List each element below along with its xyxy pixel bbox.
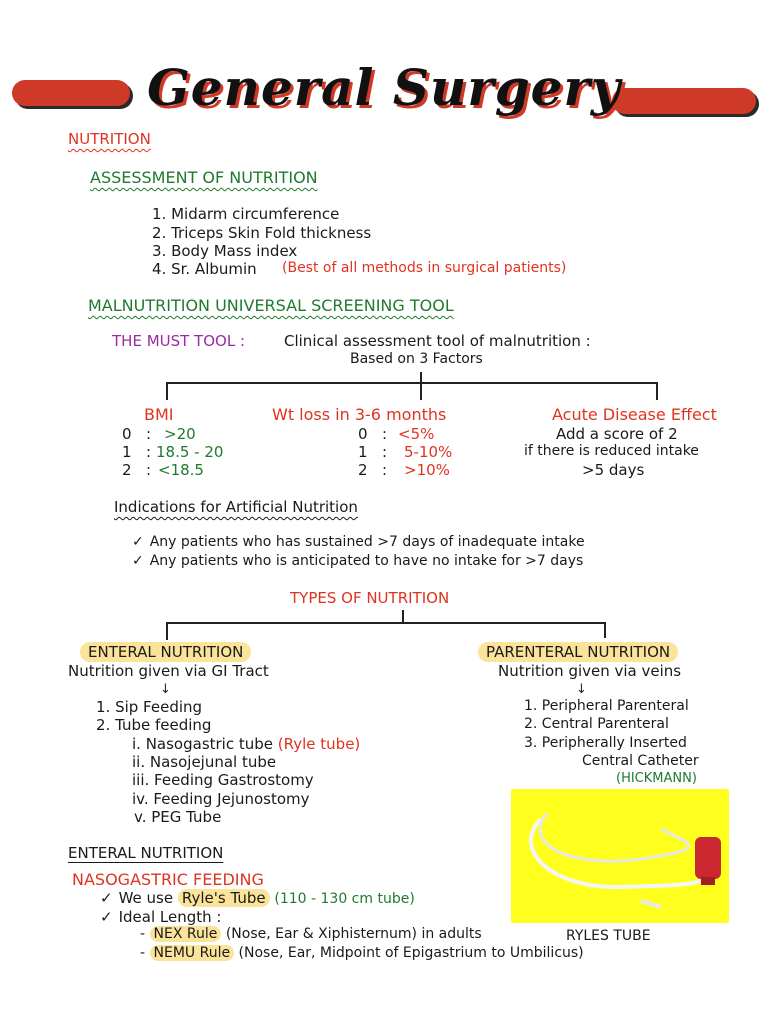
tube-size: (110 - 130 cm tube) <box>274 891 415 907</box>
nex-rule-line <box>140 926 482 942</box>
acute-line: >5 days <box>582 461 645 479</box>
wtloss-value: <5% <box>398 425 435 443</box>
enteral-subitem-note: (Ryle tube) <box>277 735 361 753</box>
check-icon: ✓ <box>132 553 144 569</box>
bmi-score: 1 <box>122 443 132 461</box>
must-tree-vertical-top <box>420 372 422 382</box>
enteral-section-heading: ENTERAL NUTRITION <box>68 844 224 862</box>
assessment-item: 3. Body Mass index <box>152 242 298 260</box>
enteral-subitem: iv. Feeding Jejunostomy <box>132 790 310 808</box>
wtloss-score: 0 <box>358 425 368 443</box>
bmi-score: 0 <box>122 425 132 443</box>
check-icon: ✓ <box>132 534 144 550</box>
assessment-heading: ASSESSMENT OF NUTRITION <box>90 168 318 187</box>
bmi-title: BMI <box>144 405 174 424</box>
acute-title: Acute Disease Effect <box>552 405 717 424</box>
bmi-score: 2 <box>122 461 132 479</box>
ryles-tube-label: Ryle's Tube <box>178 889 270 907</box>
enteral-subitem <box>132 735 360 753</box>
nemu-rule-label: NEMU Rule <box>150 945 235 961</box>
types-tree-horizontal <box>166 622 606 624</box>
nex-rule-desc: (Nose, Ear & Xiphisternum) in adults <box>225 926 482 942</box>
parenteral-note: (HICKMANN) <box>616 771 697 786</box>
types-heading: TYPES OF NUTRITION <box>290 589 450 607</box>
nasogastric-heading: NASOGASTRIC FEEDING <box>72 870 264 889</box>
bmi-value: <18.5 <box>158 461 204 479</box>
must-label: THE MUST TOOL : <box>112 332 246 350</box>
must-desc-line2: Based on 3 Factors <box>350 351 483 367</box>
assessment-item: 4. Sr. Albumin <box>152 260 257 278</box>
nex-rule-label: NEX Rule <box>150 926 222 942</box>
dash: - <box>140 945 146 961</box>
acute-line: Add a score of 2 <box>556 425 678 443</box>
must-tree-drop-right <box>656 382 658 400</box>
parenteral-title: PARENTERAL NUTRITION <box>478 642 678 662</box>
parenteral-item: 1. Peripheral Parenteral <box>524 698 689 714</box>
parenteral-arrow: ↓ <box>576 682 587 697</box>
nutrition-heading: NUTRITION <box>68 130 151 148</box>
ryles-tube-icon <box>511 789 729 923</box>
must-heading: MALNUTRITION UNIVERSAL SCREENING TOOL <box>88 296 454 315</box>
enteral-subitem-text: i. Nasogastric tube <box>132 735 274 753</box>
wtloss-sep: : <box>382 443 388 461</box>
parenteral-item: 2. Central Parenteral <box>524 716 669 732</box>
bmi-sep: : <box>146 461 152 479</box>
assessment-note: (Best of all methods in surgical patients) <box>282 260 567 276</box>
enteral-item: 2. Tube feeding <box>96 716 212 734</box>
types-tree-vertical <box>402 610 404 622</box>
parenteral-item: 3. Peripherally Inserted <box>524 735 687 751</box>
dash: - <box>140 926 146 942</box>
parenteral-item: Central Catheter <box>582 753 699 769</box>
check-icon: ✓ <box>100 889 113 907</box>
must-tree-drop-left <box>166 382 168 400</box>
wtloss-value: >10% <box>404 461 450 479</box>
enteral-arrow: ↓ <box>160 682 171 697</box>
page-title: General Surgery <box>147 58 621 117</box>
types-tree-drop-right <box>604 622 606 638</box>
indications-heading: Indications for Artificial Nutrition <box>114 498 358 516</box>
indication-item <box>132 534 585 550</box>
must-desc-line1: Clinical assessment tool of malnutrition : <box>284 332 591 350</box>
types-tree-drop-left <box>166 622 168 640</box>
wtloss-sep: : <box>382 425 388 443</box>
acute-line: if there is reduced intake <box>524 443 699 459</box>
ideal-length-text: Ideal Length : <box>118 908 222 926</box>
indication-text: Any patients who has sustained >7 days of inadequate intake <box>149 534 585 550</box>
bmi-value: 18.5 - 20 <box>156 443 224 461</box>
wtloss-sep: : <box>382 461 388 479</box>
wtloss-score: 2 <box>358 461 368 479</box>
wtloss-score: 1 <box>358 443 368 461</box>
image-caption: RYLES TUBE <box>566 928 651 944</box>
enteral-item: 1. Sip Feeding <box>96 698 203 716</box>
enteral-desc: Nutrition given via GI Tract <box>68 662 269 680</box>
assessment-item: 1. Midarm circumference <box>152 205 340 223</box>
indication-text: Any patients who is anticipated to have no intake for >7 days <box>149 553 584 569</box>
assessment-item: 2. Triceps Skin Fold thickness <box>152 224 372 242</box>
enteral-subitem: iii. Feeding Gastrostomy <box>132 771 314 789</box>
check-icon: ✓ <box>100 908 113 926</box>
nemu-rule-desc: (Nose, Ear, Midpoint of Epigastrium to Umbilicus) <box>238 945 584 961</box>
bmi-sep: : <box>146 443 152 461</box>
wtloss-title: Wt loss in 3-6 months <box>272 405 447 424</box>
bmi-sep: : <box>146 425 152 443</box>
nemu-rule-line <box>140 945 584 961</box>
enteral-title: ENTERAL NUTRITION <box>80 642 251 662</box>
ryles-tube-photo <box>511 789 729 923</box>
we-use-line <box>100 889 415 907</box>
bmi-value: >20 <box>164 425 196 443</box>
ideal-length-line <box>100 908 221 926</box>
enteral-subitem: v. PEG Tube <box>134 808 222 826</box>
must-tree-drop-mid <box>420 382 422 400</box>
enteral-subitem: ii. Nasojejunal tube <box>132 753 277 771</box>
indication-item <box>132 553 583 569</box>
we-use-text: We use <box>118 889 174 907</box>
must-tree-horizontal <box>166 382 658 384</box>
wtloss-value: 5-10% <box>404 443 453 461</box>
parenteral-desc: Nutrition given via veins <box>498 662 682 680</box>
